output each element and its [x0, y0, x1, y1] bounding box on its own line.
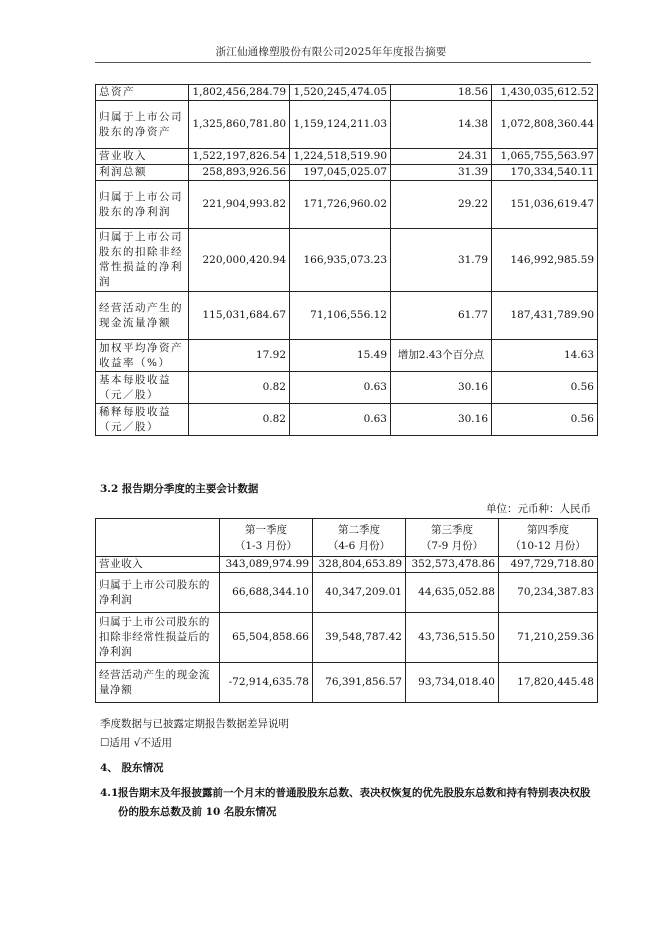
- table-row: [96, 557, 598, 573]
- table-row: [96, 149, 598, 165]
- table-row: [96, 573, 598, 613]
- change-pct: 30.16: [391, 404, 492, 436]
- header-q1: 第一季度 （1-3 月份）: [220, 519, 313, 557]
- row-label: 总资产: [96, 85, 189, 101]
- value-q4: 17,820,445.48: [499, 663, 598, 703]
- change-pct: 增加2.43个百分点: [391, 340, 492, 372]
- change-pct: 31.39: [391, 165, 492, 181]
- change-pct: 61.77: [391, 292, 492, 340]
- row-label: 经营活动产生的现金流量净额: [96, 292, 189, 340]
- value-q1: 65,504,858.66: [220, 613, 313, 663]
- table-row: [96, 663, 598, 703]
- change-pct: 24.31: [391, 149, 492, 165]
- table-row: [96, 372, 598, 404]
- header-rule: [95, 62, 591, 63]
- row-label: 基本每股收益（元／股）: [96, 372, 189, 404]
- value-2024: 1,520,245,474.05: [290, 85, 391, 101]
- header-q4: 第四季度 （10-12 月份）: [499, 519, 598, 557]
- value-q3: 352,573,478.86: [406, 557, 499, 573]
- value-2025: 1,522,197,826.54: [189, 149, 290, 165]
- section-4-title: 4、 股东情况: [100, 762, 164, 774]
- value-q3: 44,635,052.88: [406, 573, 499, 613]
- row-label: 归属于上市公司股东的扣除非经常性损益后的净利润: [96, 613, 220, 663]
- value-2023: 170,334,540.11: [492, 165, 598, 181]
- currency-unit: 单位：元币种：人民币: [486, 503, 591, 515]
- value-2025: 1,325,860,781.80: [189, 101, 290, 149]
- value-2024: 71,106,556.12: [290, 292, 391, 340]
- section-3-2-title: 3.2 报告期分季度的主要会计数据: [100, 483, 259, 495]
- table-row: [96, 292, 598, 340]
- value-2024: 1,159,124,211.03: [290, 101, 391, 149]
- row-label: 营业收入: [96, 557, 220, 573]
- value-2024: 0.63: [290, 372, 391, 404]
- table-row: [96, 229, 598, 292]
- value-q1: -72,914,635.78: [220, 663, 313, 703]
- value-2025: 258,893,926.56: [189, 165, 290, 181]
- applicability-options: ☐适用 √不适用: [100, 737, 172, 749]
- value-2023: 146,992,985.59: [492, 229, 598, 292]
- row-label: 归属于上市公司股东的扣除非经常性损益的净利润: [96, 229, 189, 292]
- value-2025: 115,031,684.67: [189, 292, 290, 340]
- value-2024: 166,935,073.23: [290, 229, 391, 292]
- row-label: 营业收入: [96, 149, 189, 165]
- value-2023: 1,065,755,563.97: [492, 149, 598, 165]
- change-pct: 14.38: [391, 101, 492, 149]
- key-accounting-data-table: [95, 84, 598, 436]
- value-2023: 1,072,808,360.44: [492, 101, 598, 149]
- change-pct: 30.16: [391, 372, 492, 404]
- value-q2: 76,391,856.57: [313, 663, 406, 703]
- value-2023: 1,430,035,612.52: [492, 85, 598, 101]
- value-2024: 1,224,518,519.90: [290, 149, 391, 165]
- value-q2: 40,347,209.01: [313, 573, 406, 613]
- change-pct: 29.22: [391, 181, 492, 229]
- change-pct: 18.56: [391, 85, 492, 101]
- value-2025: 1,802,456,284.79: [189, 85, 290, 101]
- table-row: [96, 340, 598, 372]
- page-header: 浙江仙通橡塑股份有限公司2025年年度报告摘要: [215, 46, 447, 58]
- table-row: [96, 165, 598, 181]
- value-2023: 0.56: [492, 404, 598, 436]
- value-2025: 0.82: [189, 372, 290, 404]
- value-2024: 171,726,960.02: [290, 181, 391, 229]
- header-empty: [96, 519, 220, 557]
- section-4-1-number: 4.1: [100, 787, 119, 799]
- section-4-1: [100, 784, 592, 822]
- value-2025: 220,000,420.94: [189, 229, 290, 292]
- row-label: 加权平均净资产收益率（%）: [96, 340, 189, 372]
- quarterly-data-table: [95, 518, 598, 703]
- row-label: 利润总额: [96, 165, 189, 181]
- value-q4: 497,729,718.80: [499, 557, 598, 573]
- value-q4: 70,234,387.83: [499, 573, 598, 613]
- table-row: [96, 404, 598, 436]
- value-2023: 187,431,789.90: [492, 292, 598, 340]
- value-q1: 343,089,974.99: [220, 557, 313, 573]
- row-label: 归属于上市公司股东的净利润: [96, 181, 189, 229]
- value-2025: 17.92: [189, 340, 290, 372]
- value-2025: 221,904,993.82: [189, 181, 290, 229]
- section-4-1-text: 报告期末及年报披露前一个月末的普通股股东总数、表决权恢复的优先股股东总数和持有特别表决权股份的股东总数及前 10 名股东情况: [118, 787, 591, 818]
- value-2023: 0.56: [492, 372, 598, 404]
- value-2024: 197,045,025.07: [290, 165, 391, 181]
- value-q2: 39,548,787.42: [313, 613, 406, 663]
- value-2025: 0.82: [189, 404, 290, 436]
- row-label: 稀释每股收益（元／股）: [96, 404, 189, 436]
- change-pct: 31.79: [391, 229, 492, 292]
- value-q3: 93,734,018.40: [406, 663, 499, 703]
- value-q3: 43,736,515.50: [406, 613, 499, 663]
- difference-note: 季度数据与已披露定期报告数据差异说明: [100, 718, 289, 730]
- value-2024: 15.49: [290, 340, 391, 372]
- header-q2: 第二季度 （4-6 月份）: [313, 519, 406, 557]
- header-row: [96, 519, 598, 557]
- row-label: 归属于上市公司股东的净利润: [96, 573, 220, 613]
- row-label: 归属于上市公司股东的净资产: [96, 101, 189, 149]
- value-q2: 328,804,653.89: [313, 557, 406, 573]
- table-row: [96, 181, 598, 229]
- value-2023: 151,036,619.47: [492, 181, 598, 229]
- table-row: [96, 613, 598, 663]
- table-row: [96, 101, 598, 149]
- value-q4: 71,210,259.36: [499, 613, 598, 663]
- row-label: 经营活动产生的现金流量净额: [96, 663, 220, 703]
- value-2023: 14.63: [492, 340, 598, 372]
- table-row: [96, 85, 598, 101]
- value-q1: 66,688,344.10: [220, 573, 313, 613]
- header-q3: 第三季度 （7-9 月份）: [406, 519, 499, 557]
- value-2024: 0.63: [290, 404, 391, 436]
